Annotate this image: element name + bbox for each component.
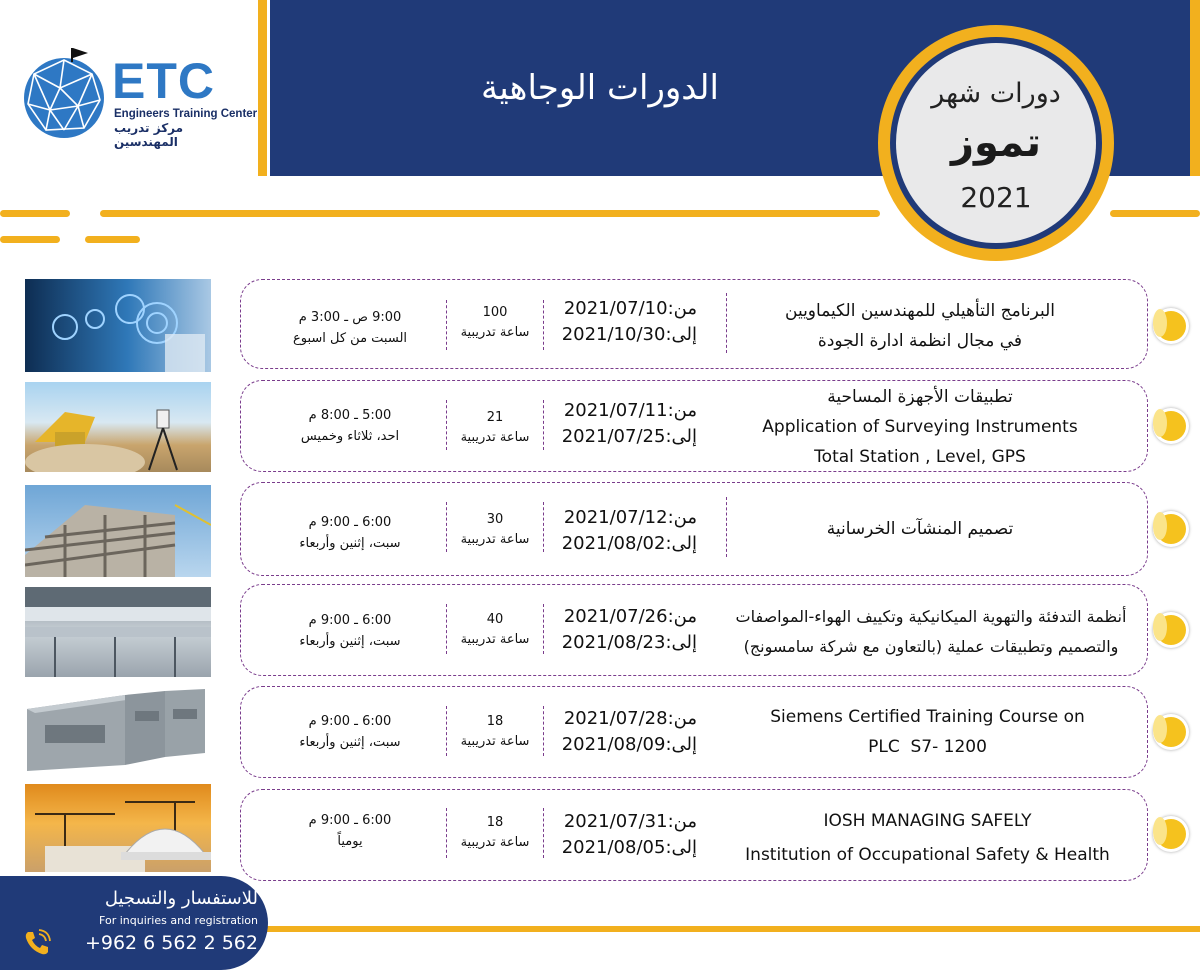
- course-dates: من:2021/07/10 إلى:2021/10/30: [561, 298, 697, 345]
- course-title: IOSH MANAGING SAFELY Institution of Occupational Safety & Health: [745, 811, 1110, 865]
- course-title: أنظمة التدفئة والتهوية الميكانيكية وتكييف الهواء-المواصفات والتصميم وتطبيقات عملية (بالتعاون مع شركة سامسونج): [735, 607, 1127, 656]
- globe-logo-icon: [20, 48, 112, 140]
- course-image-hvac: [25, 587, 211, 677]
- phone-icon: [22, 928, 52, 958]
- course-dates: من:2021/07/31 إلى:2021/08/05: [561, 811, 697, 858]
- course-title: البرنامج التأهيلي للمهندسين الكيماويين في مجال انظمة ادارة الجودة: [785, 301, 1055, 351]
- column-divider: [543, 400, 544, 450]
- column-divider: [543, 604, 544, 654]
- course-hours: 18 ساعة تدريبية: [460, 815, 530, 850]
- month-badge-month: تموز: [951, 120, 1041, 166]
- course-hours: 30 ساعة تدريبية: [460, 512, 530, 547]
- divider-dash: [0, 210, 70, 217]
- course-hours: 40 ساعة تدريبية: [460, 612, 530, 647]
- course-schedule: 6:00 ـ 9:00 م سبت، إثنين وأربعاء: [299, 714, 401, 750]
- course-dates: من:2021/07/12 إلى:2021/08/02: [561, 507, 697, 554]
- course-image-quality: [25, 279, 211, 372]
- course-image-plc: [25, 687, 211, 777]
- course-hours: 21 ساعة تدريبية: [460, 410, 530, 445]
- divider-dash: [0, 236, 60, 243]
- logo-subtitle-en: Engineers Training Center: [114, 108, 258, 120]
- course-schedule: 6:00 ـ 9:00 م سبت، إثنين وأربعاء: [299, 515, 401, 551]
- course-schedule: 5:00 ـ 8:00 م احد، ثلاثاء وخميس: [300, 408, 400, 444]
- footer-divider: [265, 926, 1200, 932]
- contact-label-en: For inquiries and registration: [99, 914, 258, 927]
- row-bullet-icon: [1153, 714, 1189, 750]
- course-dates: من:2021/07/26 إلى:2021/08/23: [561, 606, 697, 653]
- course-image-surveying: [25, 382, 211, 472]
- logo-wordmark: ETC: [112, 53, 215, 109]
- header-gold-stripe-right: [1190, 0, 1200, 176]
- course-image-concrete: [25, 485, 211, 577]
- course-title: تطبيقات الأجهزة المساحية Application of Surveying Instruments Total Station , Level, GPS: [762, 387, 1078, 467]
- column-divider: [543, 706, 544, 756]
- column-divider: [543, 808, 544, 858]
- column-divider: [543, 300, 544, 350]
- row-bullet-icon: [1153, 612, 1189, 648]
- course-title: Siemens Certified Training Course on PLC S7- 1200: [770, 707, 1085, 757]
- column-divider: [543, 502, 544, 552]
- course-dates: من:2021/07/11 إلى:2021/07/25: [561, 400, 697, 447]
- course-title: تصميم المنشآت الخرسانية: [826, 519, 1014, 539]
- logo-subtitle-ar: مركز تدريب المهندسين: [114, 121, 184, 149]
- divider-dash: [1110, 210, 1200, 217]
- month-badge-year: 2021: [960, 181, 1032, 214]
- row-bullet-icon: [1153, 408, 1189, 444]
- course-schedule: 9:00 ص ـ 3:00 م السبت من كل اسبوع: [292, 310, 408, 346]
- row-bullet-icon: [1153, 308, 1189, 344]
- course-schedule: 6:00 ـ 9:00 م يومياً: [308, 813, 392, 849]
- month-badge-label: دورات شهر: [931, 78, 1061, 109]
- contact-label-ar: للاستفسار والتسجيل: [104, 888, 258, 909]
- row-bullet-icon: [1153, 511, 1189, 547]
- header-gold-stripe-left: [258, 0, 267, 176]
- course-schedule: 6:00 ـ 9:00 م سبت، إثنين وأربعاء: [299, 613, 401, 649]
- divider-dash: [85, 236, 140, 243]
- course-hours: 18 ساعة تدريبية: [460, 714, 530, 749]
- divider-dash: [100, 210, 880, 217]
- course-image-safety: [25, 784, 211, 872]
- row-bullet-icon: [1153, 816, 1189, 852]
- page-title: الدورات الوجاهية: [481, 68, 719, 108]
- course-dates: من:2021/07/28 إلى:2021/08/09: [561, 708, 697, 755]
- contact-phone[interactable]: +962 6 562 2 562: [84, 932, 258, 954]
- course-hours: 100 ساعة تدريبية: [460, 305, 530, 340]
